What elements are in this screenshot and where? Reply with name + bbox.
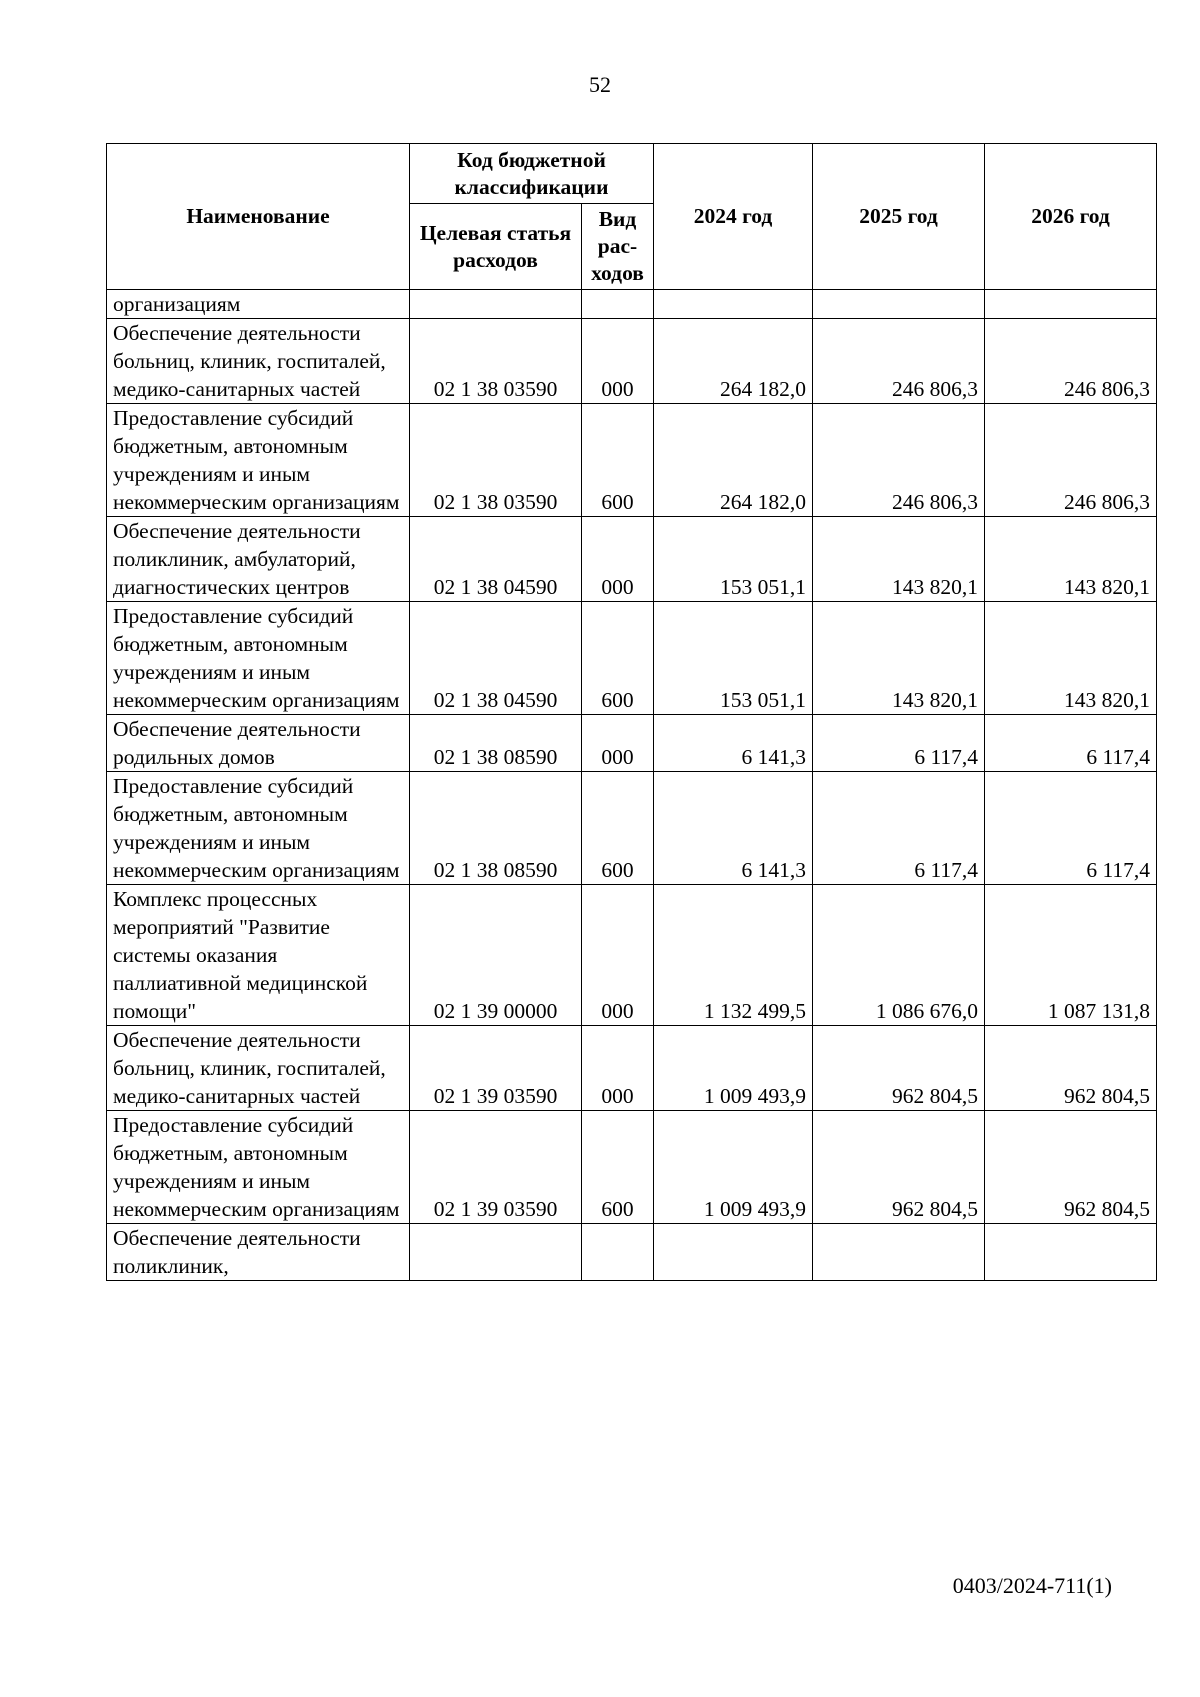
cell-2026: 6 117,4	[985, 772, 1157, 885]
cell-2024: 264 182,0	[654, 319, 813, 404]
page-number: 52	[589, 72, 611, 97]
cell-target-article: 02 1 39 03590	[410, 1111, 582, 1224]
cell-expense-type: 000	[582, 885, 654, 1026]
header-year-2026: 2026 год	[985, 144, 1157, 290]
cell-target-article: 02 1 38 04590	[410, 517, 582, 602]
cell-2024: 153 051,1	[654, 602, 813, 715]
cell-2025: 6 117,4	[813, 715, 985, 772]
table-body	[107, 290, 1157, 1281]
table-row	[107, 1026, 1157, 1111]
cell-name: Предоставление субсидий бюджетным, автономным учреждениям и иным некоммерческим организациям	[107, 772, 410, 885]
cell-expense-type: 600	[582, 602, 654, 715]
cell-expense-type: 600	[582, 772, 654, 885]
cell-expense-type	[582, 290, 654, 319]
cell-target-article: 02 1 38 08590	[410, 772, 582, 885]
cell-2025: 143 820,1	[813, 602, 985, 715]
cell-target-article: 02 1 39 00000	[410, 885, 582, 1026]
cell-expense-type: 600	[582, 1111, 654, 1224]
table-header	[107, 144, 1157, 290]
cell-2025: 1 086 676,0	[813, 885, 985, 1026]
cell-2025: 962 804,5	[813, 1026, 985, 1111]
table-row	[107, 715, 1157, 772]
header-year-2025: 2025 год	[813, 144, 985, 290]
cell-2025: 6 117,4	[813, 772, 985, 885]
cell-2025: 962 804,5	[813, 1111, 985, 1224]
cell-2026: 6 117,4	[985, 715, 1157, 772]
cell-2024: 153 051,1	[654, 517, 813, 602]
cell-target-article: 02 1 38 03590	[410, 404, 582, 517]
cell-2025: 246 806,3	[813, 404, 985, 517]
header-target-article: Целевая статья расходов	[410, 204, 582, 290]
cell-name: Предоставление субсидий бюджетным, автономным учреждениям и иным некоммерческим организациям	[107, 404, 410, 517]
cell-target-article	[410, 1224, 582, 1281]
header-expense-type: Вид рас-ходов	[582, 204, 654, 290]
header-budget-code: Код бюджетной классификации	[410, 144, 654, 204]
cell-2026: 962 804,5	[985, 1026, 1157, 1111]
cell-2026: 246 806,3	[985, 404, 1157, 517]
budget-table	[106, 143, 1157, 1281]
cell-expense-type: 000	[582, 715, 654, 772]
table-row	[107, 1111, 1157, 1224]
cell-2026: 962 804,5	[985, 1111, 1157, 1224]
table-row	[107, 602, 1157, 715]
table-row	[107, 1224, 1157, 1281]
cell-name: Обеспечение деятельности больниц, клиник, госпиталей, медико-санитарных частей	[107, 1026, 410, 1111]
cell-2024: 1 009 493,9	[654, 1026, 813, 1111]
cell-2025	[813, 1224, 985, 1281]
cell-2025: 246 806,3	[813, 319, 985, 404]
table-row	[107, 404, 1157, 517]
cell-target-article: 02 1 38 03590	[410, 319, 582, 404]
cell-target-article: 02 1 38 08590	[410, 715, 582, 772]
cell-2026: 246 806,3	[985, 319, 1157, 404]
cell-expense-type: 000	[582, 517, 654, 602]
cell-2026: 143 820,1	[985, 517, 1157, 602]
cell-2025	[813, 290, 985, 319]
cell-2024: 1 132 499,5	[654, 885, 813, 1026]
cell-name: Комплекс процессных мероприятий "Развитие системы оказания паллиативной медицинской помощи"	[107, 885, 410, 1026]
cell-2026	[985, 290, 1157, 319]
table-row	[107, 517, 1157, 602]
cell-name: Обеспечение деятельности поликлиник,	[107, 1224, 410, 1281]
table-row	[107, 772, 1157, 885]
header-name: Наименование	[107, 144, 410, 290]
cell-2026: 1 087 131,8	[985, 885, 1157, 1026]
cell-2024	[654, 290, 813, 319]
cell-expense-type: 000	[582, 319, 654, 404]
cell-2024: 1 009 493,9	[654, 1111, 813, 1224]
cell-2024: 6 141,3	[654, 715, 813, 772]
cell-2025: 143 820,1	[813, 517, 985, 602]
cell-2024: 264 182,0	[654, 404, 813, 517]
cell-name: Предоставление субсидий бюджетным, автономным учреждениям и иным некоммерческим организациям	[107, 1111, 410, 1224]
cell-target-article: 02 1 39 03590	[410, 1026, 582, 1111]
document-code: 0403/2024-711(1)	[952, 1573, 1112, 1598]
cell-name: организациям	[107, 290, 410, 319]
cell-2026: 143 820,1	[985, 602, 1157, 715]
table-row	[107, 885, 1157, 1026]
cell-expense-type: 000	[582, 1026, 654, 1111]
cell-expense-type	[582, 1224, 654, 1281]
cell-2024: 6 141,3	[654, 772, 813, 885]
cell-target-article: 02 1 38 04590	[410, 602, 582, 715]
cell-expense-type: 600	[582, 404, 654, 517]
cell-name: Обеспечение деятельности поликлиник, амбулаторий, диагностических центров	[107, 517, 410, 602]
cell-name: Предоставление субсидий бюджетным, автономным учреждениям и иным некоммерческим организациям	[107, 602, 410, 715]
table-row	[107, 319, 1157, 404]
cell-2026	[985, 1224, 1157, 1281]
cell-name: Обеспечение деятельности родильных домов	[107, 715, 410, 772]
cell-name: Обеспечение деятельности больниц, клиник, госпиталей, медико-санитарных частей	[107, 319, 410, 404]
header-year-2024: 2024 год	[654, 144, 813, 290]
cell-2024	[654, 1224, 813, 1281]
cell-target-article	[410, 290, 582, 319]
table-row	[107, 290, 1157, 319]
